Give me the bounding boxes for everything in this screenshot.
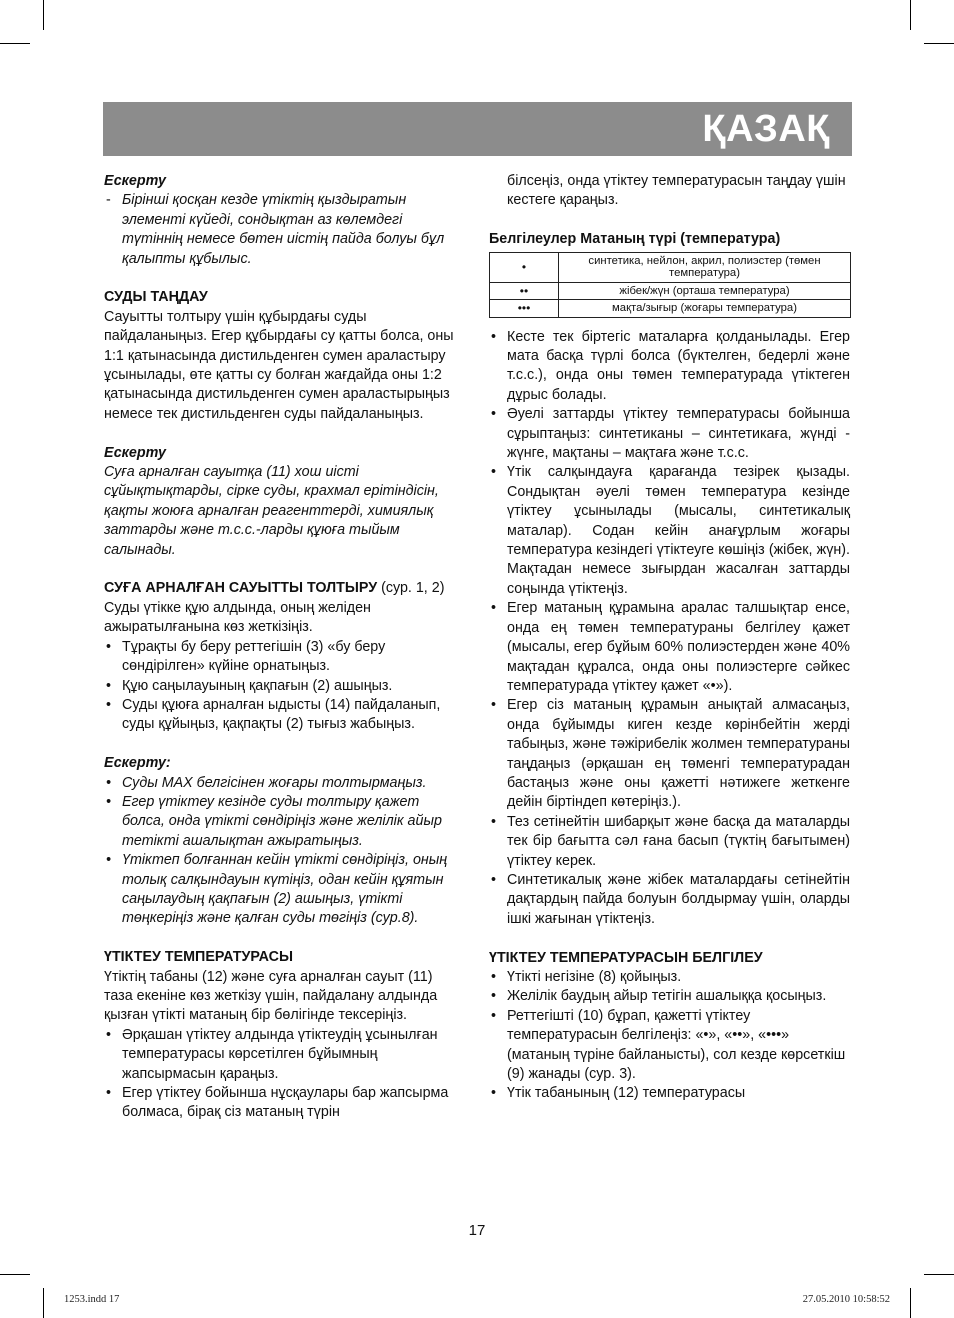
figure-reference: (сур. 1, 2) xyxy=(377,580,445,597)
table-cell-fabric: синтетика, нейлон, акрил, полиэстер (төмен температура) xyxy=(559,252,851,282)
table-row xyxy=(490,282,851,300)
list-item: - Бірінші қосқан кезде үтіктің қыздыратын элементі күйеді, сондықтан аз көлемдегі түтіннің немесе бөтен иістің пайда болуы бұл қалыпты құбылыс. xyxy=(104,191,465,269)
list-item: • Желілік баудың айыр тетігін ашалыққа қосыңыз. xyxy=(489,987,850,1006)
section-heading: ҮТІКТЕУ ТЕМПЕРАТУРАСЫ xyxy=(104,949,293,966)
right-column xyxy=(489,172,850,1104)
crop-mark xyxy=(910,0,911,30)
section-heading-line xyxy=(104,579,465,598)
note-list xyxy=(104,774,465,929)
table-row xyxy=(490,252,851,282)
language-title: ҚАЗАҚ xyxy=(702,108,830,150)
bullet-list xyxy=(489,968,850,1104)
list-item: • Тұрақты бу беру реттегішін (3) «бу беру сөндірілген» күйіне орнатыңыз. xyxy=(104,638,465,677)
list-item: • Егер үтіктеу кезінде суды толтыру қажет болса, онда үтікті сөндіріңіз және желілік айыр тетікті ашалықтан ажыратыңыз. xyxy=(104,793,465,851)
paragraph: білсеңіз, онда үтіктеу температурасын таңдау үшін кестеге қараңыз. xyxy=(507,173,846,209)
crop-mark xyxy=(924,1274,954,1275)
list-item: • Егер сіз матаның құрамын анықтай алмасаңыз, онда бұйымды киген кезде көрінбейтін жерді табыңыз, және тәжірибелік жолмен температураны таңдаңыз (әрқашан ең төменгі температурадан бастаңыз және оны қажетті нәтижеге жеткенге дейін біртіндеп көтеріңіз.). xyxy=(489,696,850,812)
list-item: • Үтіктеп болғаннан кейін үтікті сөндіріңіз, оның толық салқындауын күтіңіз, одан кейін құятын саңылаудың қақпағын (2) ашыңыз, үтікті төңкеріңіз және қалған суды төгіңіз (сур.8). xyxy=(104,851,465,929)
section-heading: СУҒА АРНАЛҒАН САУЫТТЫ ТОЛТЫРУ xyxy=(104,580,378,597)
header-banner xyxy=(103,102,852,156)
list-item: • Әуелі заттарды үтіктеу температурасы бойынша сұрыптаңыз: синтетиканы – синтетикаға, жүнді - жүнге, мақтаны – мақтаға және т.с.с. xyxy=(489,405,850,463)
footer-filename: 1253.indd 17 xyxy=(64,1294,120,1305)
table-cell-fabric: мақта/зығыр (жоғары температура) xyxy=(559,300,851,318)
temperature-table xyxy=(489,252,851,318)
list-item: • Әрқашан үтіктеу алдында үтіктеудің ұсынылған температурасы көрсетілген бұйымның жапсырмасын қараңыз. xyxy=(104,1026,465,1084)
paragraph: Суды үтікке құю алдында, оның желіден ажыратылғанына көз жеткізіңіз. xyxy=(104,599,371,636)
bullet-list xyxy=(104,638,465,735)
list-item: • Тез сетінейтін шибарқыт және басқа да маталарды тек бір бағытта сәл ғана басып (түктің бағытымен) үтіктеу керек. xyxy=(489,813,850,871)
list-item: • Суды құюға арналған ыдысты (14) пайдаланып, суды құйыңыз, қақпақты (2) тығыз жабыңыз. xyxy=(104,696,465,735)
list-item: • Синтетикалық және жібек маталардағы сетінейтін дақтардың пайда болуын болдырмау үшін, оларды ішкі жағынан үтіктеңіз. xyxy=(489,871,850,929)
section-heading: СУДЫ ТАҢДАУ xyxy=(104,289,208,306)
note-title: Ескерту xyxy=(104,444,166,461)
left-column xyxy=(104,172,465,1123)
paragraph: Сауытты толтыру үшін құбырдағы суды пайдаланыңыз. Егер құбырдағы су қатты болса, оны 1:1 қатынасында дистильденген сумен араластыру ұсынылады, өте қатты су болған жағдайда оны 1:2 қатынасында дистильденген сумен араластырыңыз немесе тек дистильденген суды пайдаланыңыз. xyxy=(104,308,454,422)
note-title: Ескерту: xyxy=(104,755,171,772)
list-item: • Үтік салқындауға қарағанда тезірек қызады. Сондықтан әуелі төмен температура кезінде үтіктеу ұсынылады (мысалы, синтетикалық маталар). Содан кейін анағұрлым жоғары температура кезіндегі үтіктеуге көшіңіз (жібек, жүн). Мақтадан немесе зығырдан жасалған заттарды соңында үтіктеңіз. xyxy=(489,463,850,599)
crop-mark xyxy=(43,0,44,30)
crop-mark xyxy=(910,1288,911,1318)
list-item: • Суды MAX белгісінен жоғары толтырмаңыз. xyxy=(104,774,465,793)
table-title: Белгілеулер Матаның түрі (температура) xyxy=(489,231,781,248)
section-heading: ҮТІКТЕУ ТЕМПЕРАТУРАСЫН БЕЛГІЛЕУ xyxy=(489,949,763,966)
crop-mark xyxy=(924,43,954,44)
list-item: • Егер үтіктеу бойынша нұсқаулары бар жапсырма болмаса, бірақ сіз матаның түрін xyxy=(104,1084,465,1123)
page-number: 17 xyxy=(468,1222,486,1239)
paragraph: Үтіктің табаны (12) және суға арналған сауыт (11) таза екеніне көз жеткізу үшін, пайдалану алдында қызған үтікті матаның бір бөлігінде тексеріңіз. xyxy=(104,968,438,1024)
list-item: • Егер матаның құрамына аралас талшықтар енсе, онда ең төмен температураны белгілеу қажет (мысалы, егер бұйым 60% полиэстерден және 40% мақтадан құралса, онда оны полиэстерге сәйкес температурада үтіктеу қажет «•»). xyxy=(489,599,850,696)
list-item: • Кесте тек біртегіс маталарға қолданылады. Егер мата басқа түрлі болса (бүктелген, бедерлі және т.с.с.), онда оны төмен температурада үтіктеген дұрыс болады. xyxy=(489,328,850,406)
table-cell-fabric: жібек/жүн (орташа температура) xyxy=(559,282,851,300)
table-cell-symbol: ••• xyxy=(490,300,559,318)
list-item: • Үтікті негізіне (8) қойыңыз. xyxy=(489,968,850,987)
paragraph: Суға арналған сауытқа (11) хош иісті сұйықтықтарды, сірке суды, крахмал ерітіндісін, қақты жоюға арналған реагенттерді, химиялық заттарды және т.с.с.-ларды құюға тыйым салынады. xyxy=(104,464,439,558)
bullet-list xyxy=(489,328,850,930)
table-row xyxy=(490,300,851,318)
note-list xyxy=(104,191,465,269)
crop-mark xyxy=(0,43,30,44)
table-cell-symbol: • xyxy=(490,252,559,282)
list-item: • Үтік табанының (12) температурасы xyxy=(489,1084,850,1103)
crop-mark xyxy=(43,1288,44,1318)
note-title: Ескерту xyxy=(104,173,166,189)
bullet-list xyxy=(104,1026,465,1123)
footer-datetime: 27.05.2010 10:58:52 xyxy=(802,1294,890,1305)
crop-mark xyxy=(0,1274,30,1275)
list-item: • Реттегішті (10) бұрап, қажетті үтіктеу температурасын белгілеңіз: «•», «••», «•••» (матаның түріне байланысты), сол кезде көрсеткіш (9) жанады (сур. 3). xyxy=(489,1007,850,1085)
table-cell-symbol: •• xyxy=(490,282,559,300)
list-item: • Құю саңылауының қақпағын (2) ашыңыз. xyxy=(104,677,465,696)
